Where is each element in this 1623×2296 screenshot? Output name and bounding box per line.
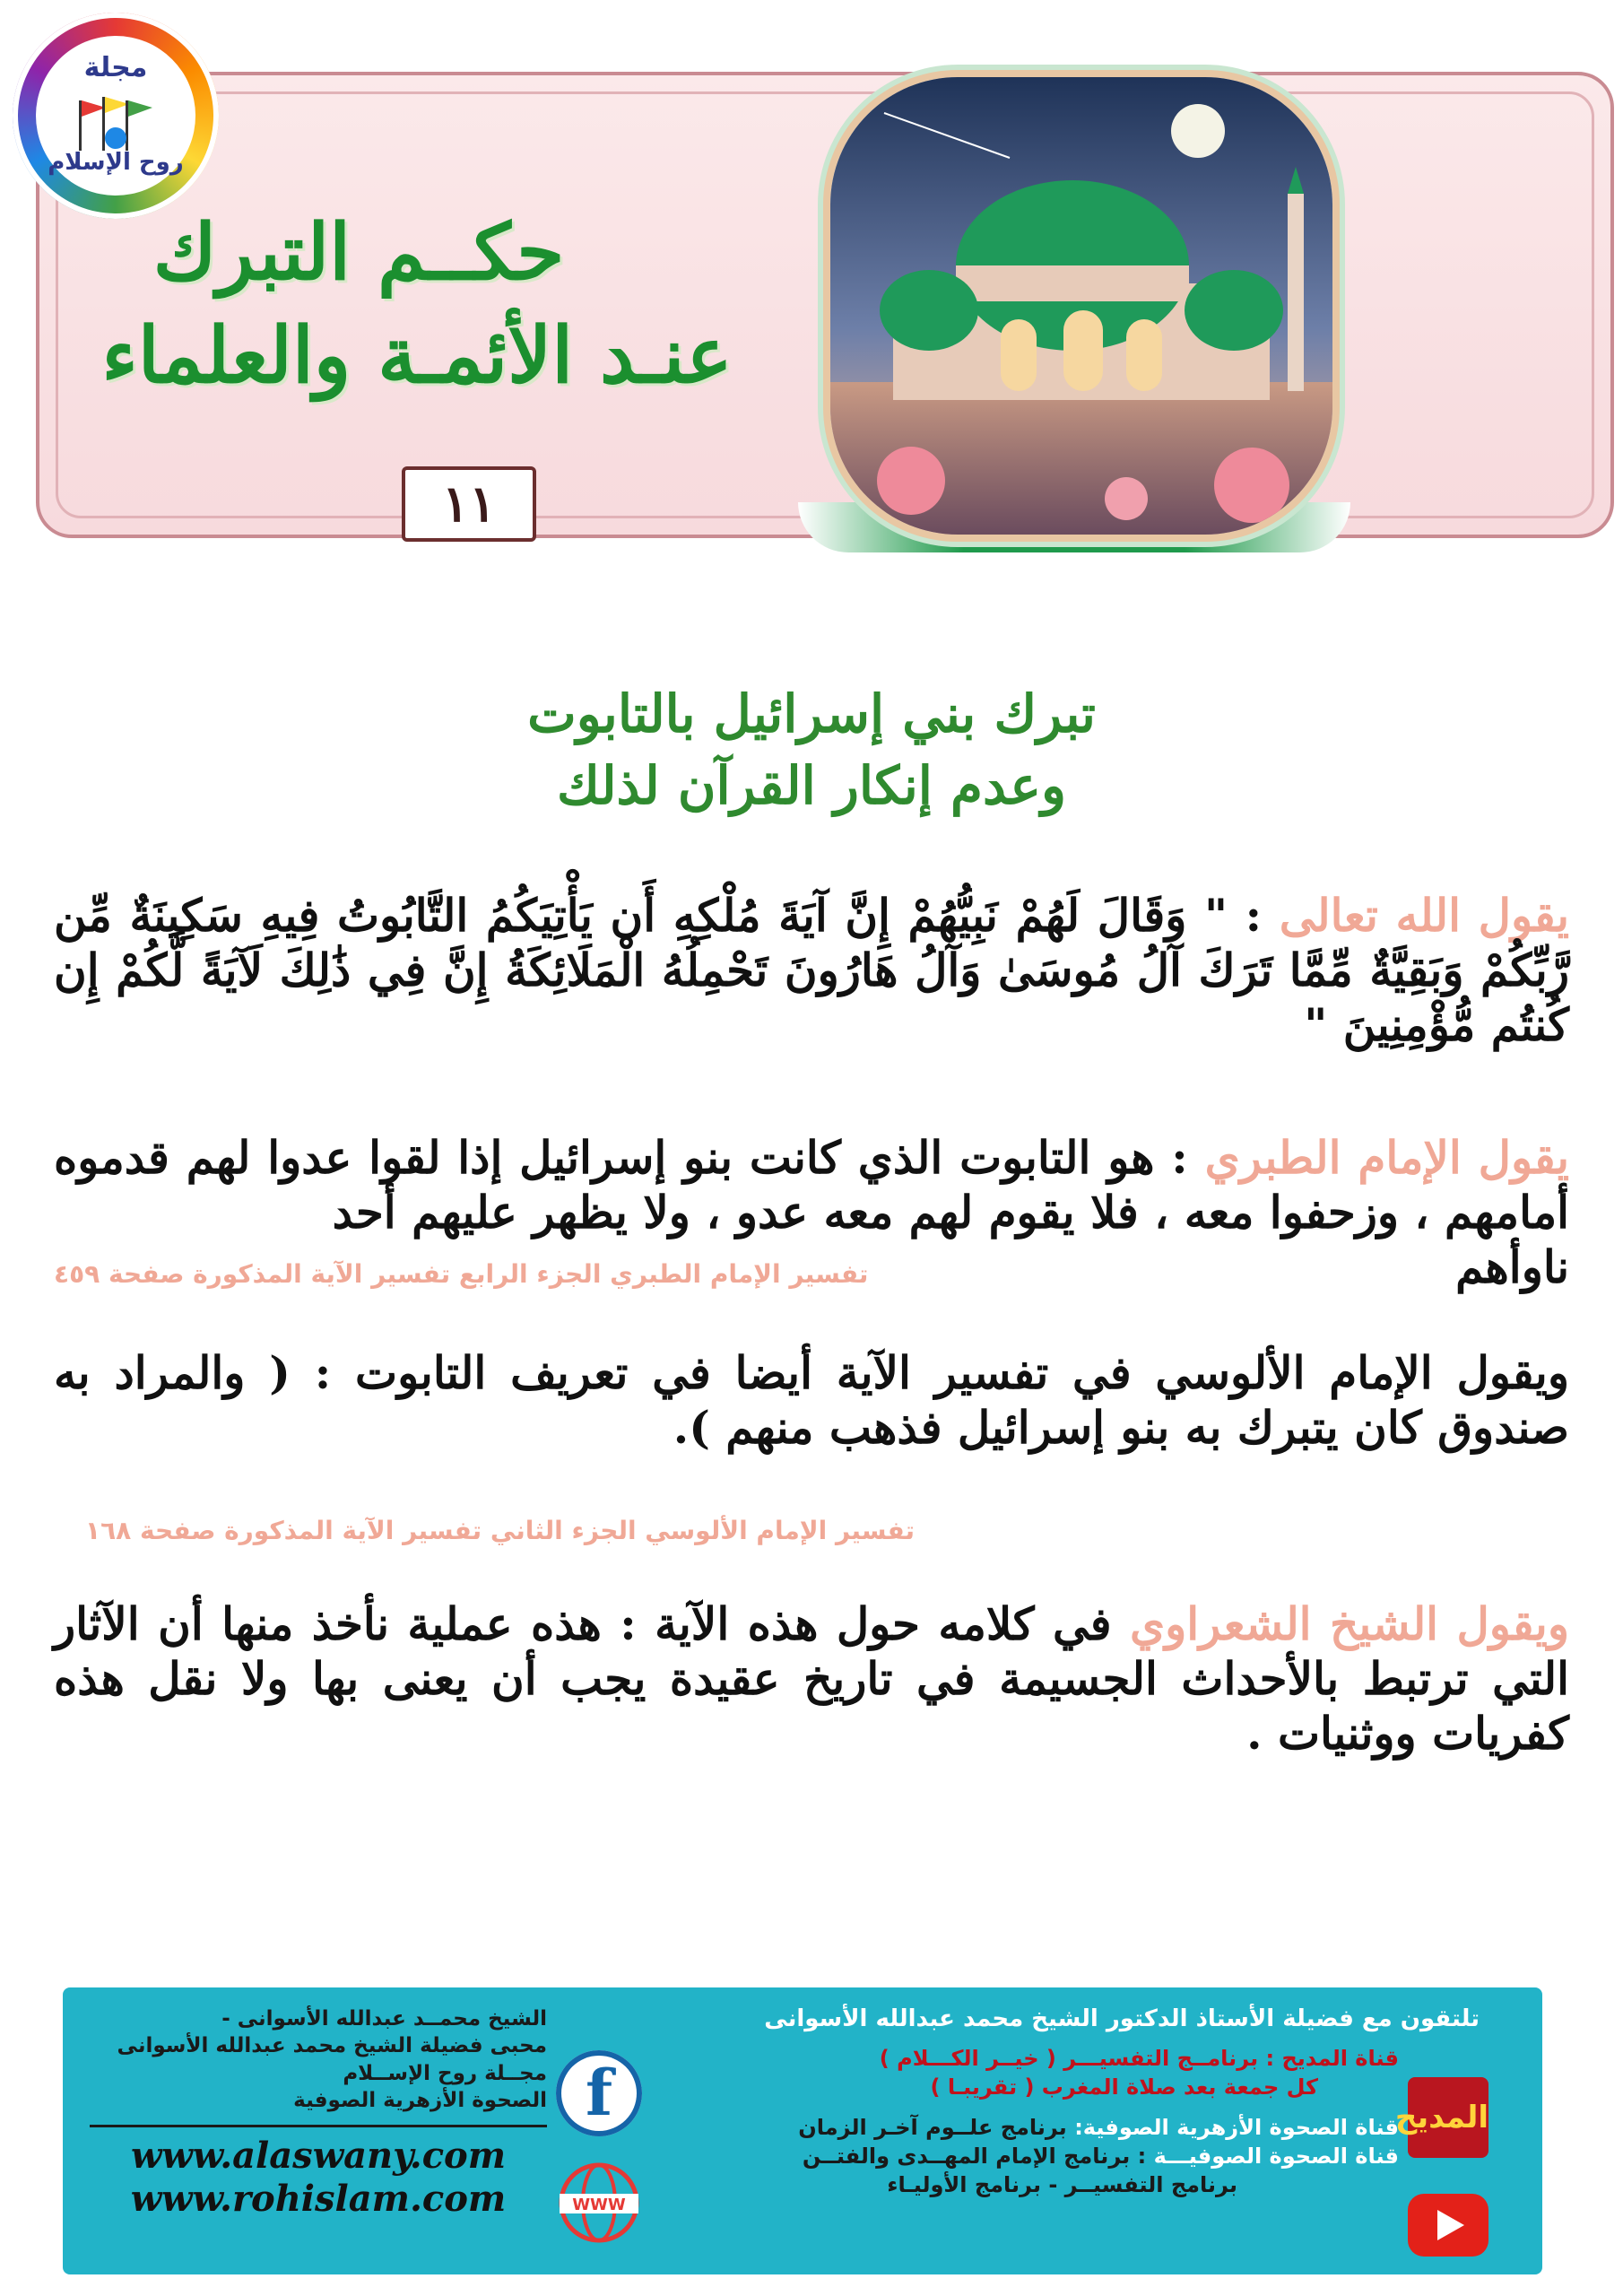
website-link-alaswany[interactable]: www.alaswany.com bbox=[130, 2135, 507, 2178]
www-label: WWW bbox=[572, 2196, 626, 2214]
section-subtitle-line1: تبرك بني إسرائيل بالتابوت bbox=[527, 683, 1096, 744]
logo-inner bbox=[36, 36, 195, 196]
tabari-text: : هو التابوت الذي كانت بنو إسرائيل إذا لقوا عدوا لهم قدموه أمامهم ، وزحفوا معه ، فلا يقوم لهم معه عدو ، ولا يظهر عليهم أحد bbox=[54, 1131, 1569, 1239]
social-line-3: مجــلة روح الإســلام bbox=[343, 2061, 547, 2085]
channel-program: : برنامج الإمام المهــدى والفتــن bbox=[802, 2144, 1154, 2170]
channel-label: قناة الصحوة الصوفيـــة bbox=[1153, 2144, 1399, 2170]
channel-sahwa-sufi bbox=[744, 2143, 1399, 2171]
page-number: ١١ bbox=[402, 466, 536, 542]
footer-programs bbox=[744, 2005, 1515, 2199]
channel-sahwa-azhari bbox=[744, 2114, 1399, 2143]
footer-channel-list bbox=[744, 2045, 1399, 2199]
page-title-line2: عنـد الأئمـة والعلماء bbox=[101, 310, 733, 401]
channel-label: قناة الصحوة الأزهرية الصوفية: bbox=[1074, 2115, 1399, 2141]
channel-madeeh bbox=[744, 2045, 1399, 2074]
footer-social-info bbox=[90, 2005, 547, 2221]
channel-sahwa-sufi-more: برنامج التفسيــر - برنامج الأوليـاء bbox=[887, 2171, 1237, 2197]
alusi-citation: تفسير الإمام الألوسي الجزء الثاني تفسير الآية المذكورة صفحة ١٦٨ bbox=[85, 1516, 915, 1545]
facebook-glyph: f bbox=[585, 2056, 613, 2130]
social-line-2: محبى فضيلة الشيخ محمد عبدالله الأسوانى bbox=[117, 2034, 547, 2058]
flags-icon bbox=[72, 91, 160, 154]
magazine-logo bbox=[13, 13, 219, 219]
paragraph-alusi: ويقول الإمام الألوسي في تفسير الآية أيضا في تعريف التابوت : ( والمراد به صندوق كان يتبرك به بنو إسرائيل فذهب منهم ). bbox=[54, 1346, 1569, 1454]
tabari-last-word: ناوأهم bbox=[1455, 1240, 1569, 1293]
channel-madeeh-time: كل جمعة بعد صلاة المغرب ( تقريبـا ) bbox=[930, 2074, 1318, 2100]
paragraph-lead: ويقول الشيخ الشعراوي bbox=[1129, 1597, 1569, 1650]
youtube-icon[interactable] bbox=[1408, 2194, 1488, 2257]
channel-program: برنامج علــوم آخـر الزمان bbox=[798, 2115, 1075, 2141]
paragraph-quran bbox=[54, 888, 1569, 1052]
madeeh-channel-logo: المديح bbox=[1408, 2077, 1488, 2158]
paragraph-shaarawi bbox=[54, 1596, 1569, 1761]
tabari-citation: تفسير الإمام الطبري الجزء الرابع تفسير الآية المذكورة صفحة ٤٥٩ bbox=[54, 1259, 869, 1289]
social-line-4: الصحوة الأزهرية الصوفية bbox=[293, 2089, 547, 2113]
play-icon bbox=[1437, 2210, 1464, 2240]
paragraph-lead: يقول الله تعالى bbox=[1279, 889, 1569, 942]
website-link-rohislam[interactable]: www.rohislam.com bbox=[130, 2178, 507, 2221]
footer-heading: تلتقون مع فضيلة الأستاذ الدكتور الشيخ محمد عبدالله الأسوانى bbox=[764, 2005, 1480, 2032]
globe-icon[interactable] bbox=[554, 2158, 644, 2248]
quran-verse: : " وَقَالَ لَهُمْ نَبِيُّهُمْ إِنَّ آيَةَ مُلْكِهِ أَن يَأْتِيَكُمُ التَّابُوتُ فِيهِ سَكِينَةٌ مِّن رَّبِّكُمْ وَبَقِيَّةٌ مِّمَّا تَرَكَ آلُ مُوسَىٰ وَآلُ هَارُونَ تَحْمِلُهُ الْمَلَائِكَةُ إِنَّ فِي ذَٰلِكَ لَآيَةً لَّكُمْ إِن كُنتُم مُّؤْمِنِينَ " bbox=[54, 889, 1569, 1051]
section-subtitle-line2: وعدم إنكار القرآن لذلك bbox=[556, 755, 1067, 816]
shaarawi-text: في كلامه حول هذه الآية : هذه عملية نأخذ منها أن الآثار التي ترتبط بالأحداث الجسيمة في تاريخ عقيدة يجب أن يعنى بها ولا نقل هذه كفريات ووثنيات . bbox=[54, 1597, 1569, 1760]
facebook-icon[interactable] bbox=[556, 2050, 642, 2136]
logo-bottom-text: روح الإسلام bbox=[48, 149, 184, 176]
channel-program: : برنامــج التفسيـــر ( خيــر الكـــلام ) bbox=[879, 2046, 1282, 2071]
footer-divider bbox=[90, 2125, 547, 2127]
paragraph-tabari bbox=[54, 1130, 1569, 1294]
social-line-1: الشيخ محمــد عبدالله الأسوانى - bbox=[221, 2007, 547, 2031]
mosque-illustration bbox=[823, 70, 1340, 542]
channel-label: قناة المديح bbox=[1281, 2046, 1399, 2071]
footer-banner bbox=[63, 1987, 1542, 2274]
tabari-last-line bbox=[54, 1239, 1569, 1294]
mosque-scene-icon bbox=[830, 77, 1332, 535]
paragraph-lead: يقول الإمام الطبري bbox=[1204, 1131, 1569, 1184]
page-title-line1: حكــم التبرك bbox=[152, 207, 565, 298]
logo-top-text: مجلة bbox=[83, 52, 148, 83]
